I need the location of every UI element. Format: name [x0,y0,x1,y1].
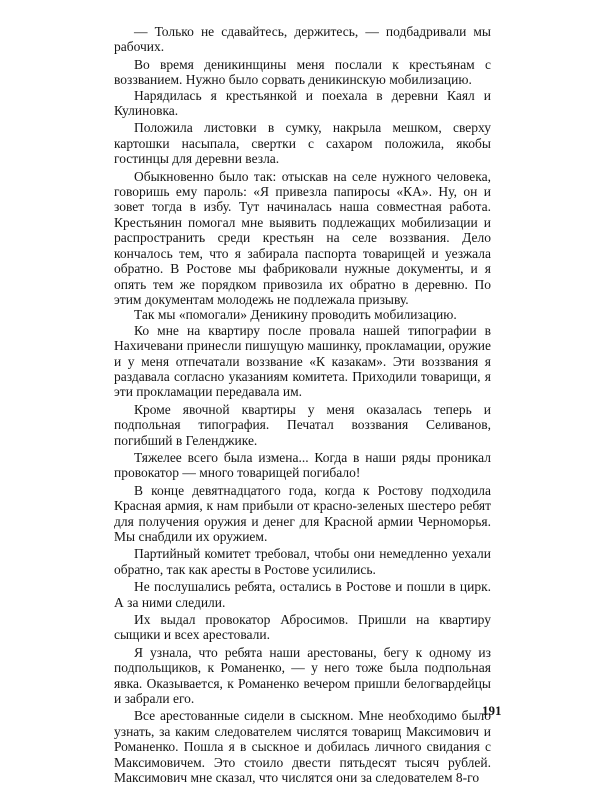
body-text [114,24,491,786]
paragraph: Ко мне на квартиру после провала нашей типографии в Нахичевани принесли пишущую машинку, прокламации, оружие и у меня отпечатали воззвание «К казакам». Эти воззвания я раздавала согласно указаниям комитета. Приходили товарищи, я эти прокламации передавала им. [114,322,491,400]
paragraph: В конце девятнадцатого года, когда к Ростову подходила Красная армия, к нам прибыли от красно-зеленых шестеро ребят для получения оружия и денег для Красной армии Черноморья. Мы снабдили их оружием. [114,482,491,544]
paragraph: Партийный комитет требовал, чтобы они немедленно уехали обратно, так как аресты в Ростове усилились. [114,546,491,577]
paragraph: Я узнала, что ребята наши арестованы, бегу к одному из подпольщиков, к Романенко, — у него тоже была подпольная явка. Оказывается, к Романенко вечером пришли белогвардейцы и забрали его. [114,644,491,707]
paragraph: Все арестованные сидели в сыскном. Мне необходимо было узнать, за каким следователем числятся товарищ Максимович и Романенко. Пошла я в сыскное и добилась личного свидания с Максимовичем. Это стоило двести пятьдесят тысяч рублей. Максимович мне сказал, что числятся они за следователем 8-го [114,708,491,786]
paragraph: Во время деникинщины меня послали к крестьянам с воззванием. Нужно было сорвать деникинскую мобилизацию. [114,56,491,88]
paragraph: Не послушались ребята, остались в Ростове и пошли в цирк. А за ними следили. [114,579,491,610]
paragraph: Положила листовки в сумку, накрыла мешком, сверху картошки насыпала, свертки с сахаром положила, якобы гостинцы для деревни везла. [114,120,491,167]
paragraph: Обыкновенно было так: отыскав на селе нужного человека, говоришь ему пароль: «Я привезла папиросы «КА». Ну, он и зовет тогда в избу. Тут начиналась наша совместная работа. Крестьянин помогал мне выявить подлежащих мобилизации и распространить среди крестьян на селе воззвания. Дело кончалось тем, что я забирала паспорта товарищей и уезжала обратно. В Ростове мы фабриковали нужные документы, и я опять тем же порядком привозила их обратно в деревню. По этим документам молодежь не подлежала призыву. [114,168,491,307]
page-number: 191 [482,703,502,718]
paragraph: Нарядилась я крестьянкой и поехала в деревни Каял и Кулиновка. [114,87,491,119]
paragraph: Их выдал провокатор Абросимов. Пришли на квартиру сыщики и всех арестовали. [114,612,491,643]
paragraph: Так мы «помогали» Деникину проводить мобилизацию. [134,307,457,323]
paragraph: Кроме явочной квартиры у меня оказалась теперь и подпольная типография. Печатал воззвания Селиванов, погибший в Геленджике. [114,401,491,448]
paragraph: Тяжелее всего была измена... Когда в наши ряды проникал провокатор — много товарищей погибало! [114,449,491,481]
paragraph: — Только не сдавайтесь, держитесь, — подбадривали мы рабочих. [114,24,491,55]
